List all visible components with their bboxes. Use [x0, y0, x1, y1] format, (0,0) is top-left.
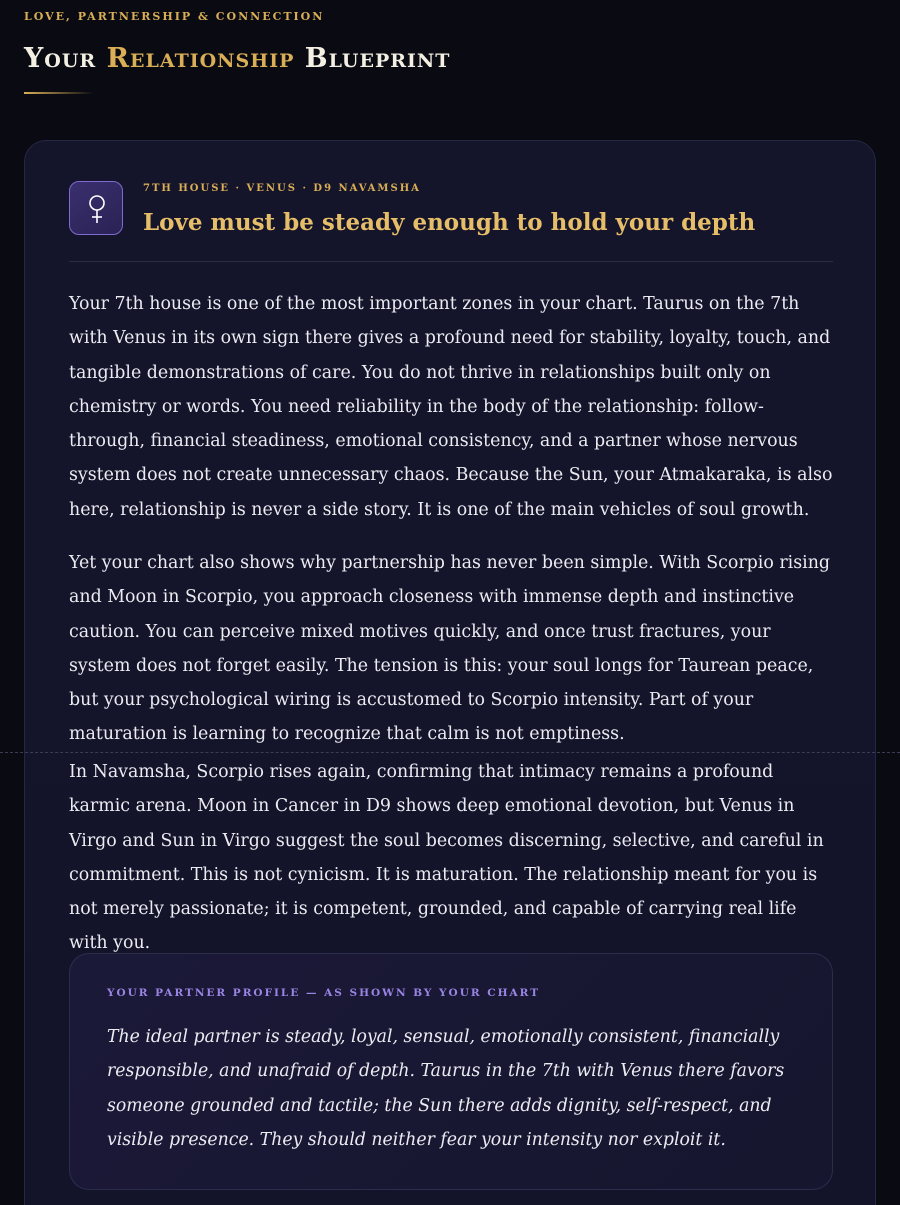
page-title-part-1: Your [24, 43, 107, 74]
venus-symbol-icon [69, 181, 123, 235]
paragraph-navamsha: In Navamsha, Scorpio rises again, confirming that intimacy remains a profound karmic arena. Moon in Cancer in D9 shows deep emotional devotion, but Venus in Virgo and Sun in Virgo suggest the soul becomes discerning, selective, and careful in commitment. This is not cynicism. It is maturation. The relationship meant for you is not merely passionate; it is competent, grounded, and capable of carrying real life with you. [69, 762, 824, 954]
page-title [24, 40, 450, 78]
card-header [69, 181, 833, 262]
partner-profile-label: YOUR PARTNER PROFILE — AS SHOWN BY YOUR CHART [107, 987, 541, 999]
paragraph-seventh-house: Your 7th house is one of the most important zones in your chart. Taurus on the 7th with Venus in its own sign there gives a profound need for stability, loyalty, touch, and tangible demonstrations of care. You do not thrive in relationships built only on chemistry or words. You need reliability in the body of the relationship: follow-through, financial steadiness, emotional consistency, and a partner whose nervous system does not create unnecessary chaos. Because the Sun, your Atmakaraka, is also here, relationship is never a side story. It is one of the main vehicles of soul growth. [69, 294, 833, 520]
page-fold-divider [0, 752, 900, 753]
paragraph-scorpio-tension: Yet your chart also shows why partnership has never been simple. With Scorpio rising and Moon in Scorpio, you approach closeness with immense depth and instinctive caution. You can perceive mixed motives quickly, and once trust fractures, your system does not forget easily. The tension is this: your soul longs for Taurean peace, but your psychological wiring is accustomed to Scorpio intensity. Part of your maturation is learning to recognize that calm is not emptiness. [69, 553, 831, 745]
card-tag: 7TH HOUSE · VENUS · D9 NAVAMSHA [143, 183, 421, 194]
relationship-card [24, 140, 876, 1205]
page-title-part-2: Blueprint [294, 43, 451, 74]
partner-profile-box [69, 953, 833, 1190]
section-eyebrow: LOVE, PARTNERSHIP & CONNECTION [24, 10, 325, 23]
partner-profile-text: The ideal partner is steady, loyal, sensual, emotionally consistent, financially responsible, and unafraid of depth. Taurus in the 7th with Venus there favors someone grounded and tactile; the Sun there adds dignity, self-respect, and visible presence. They should neither fear your intensity nor exploit it. [107, 1027, 785, 1150]
page-title-accent: Relationship [106, 43, 295, 74]
card-title: Love must be steady enough to hold your depth [143, 209, 756, 236]
title-underline-divider [24, 92, 94, 94]
